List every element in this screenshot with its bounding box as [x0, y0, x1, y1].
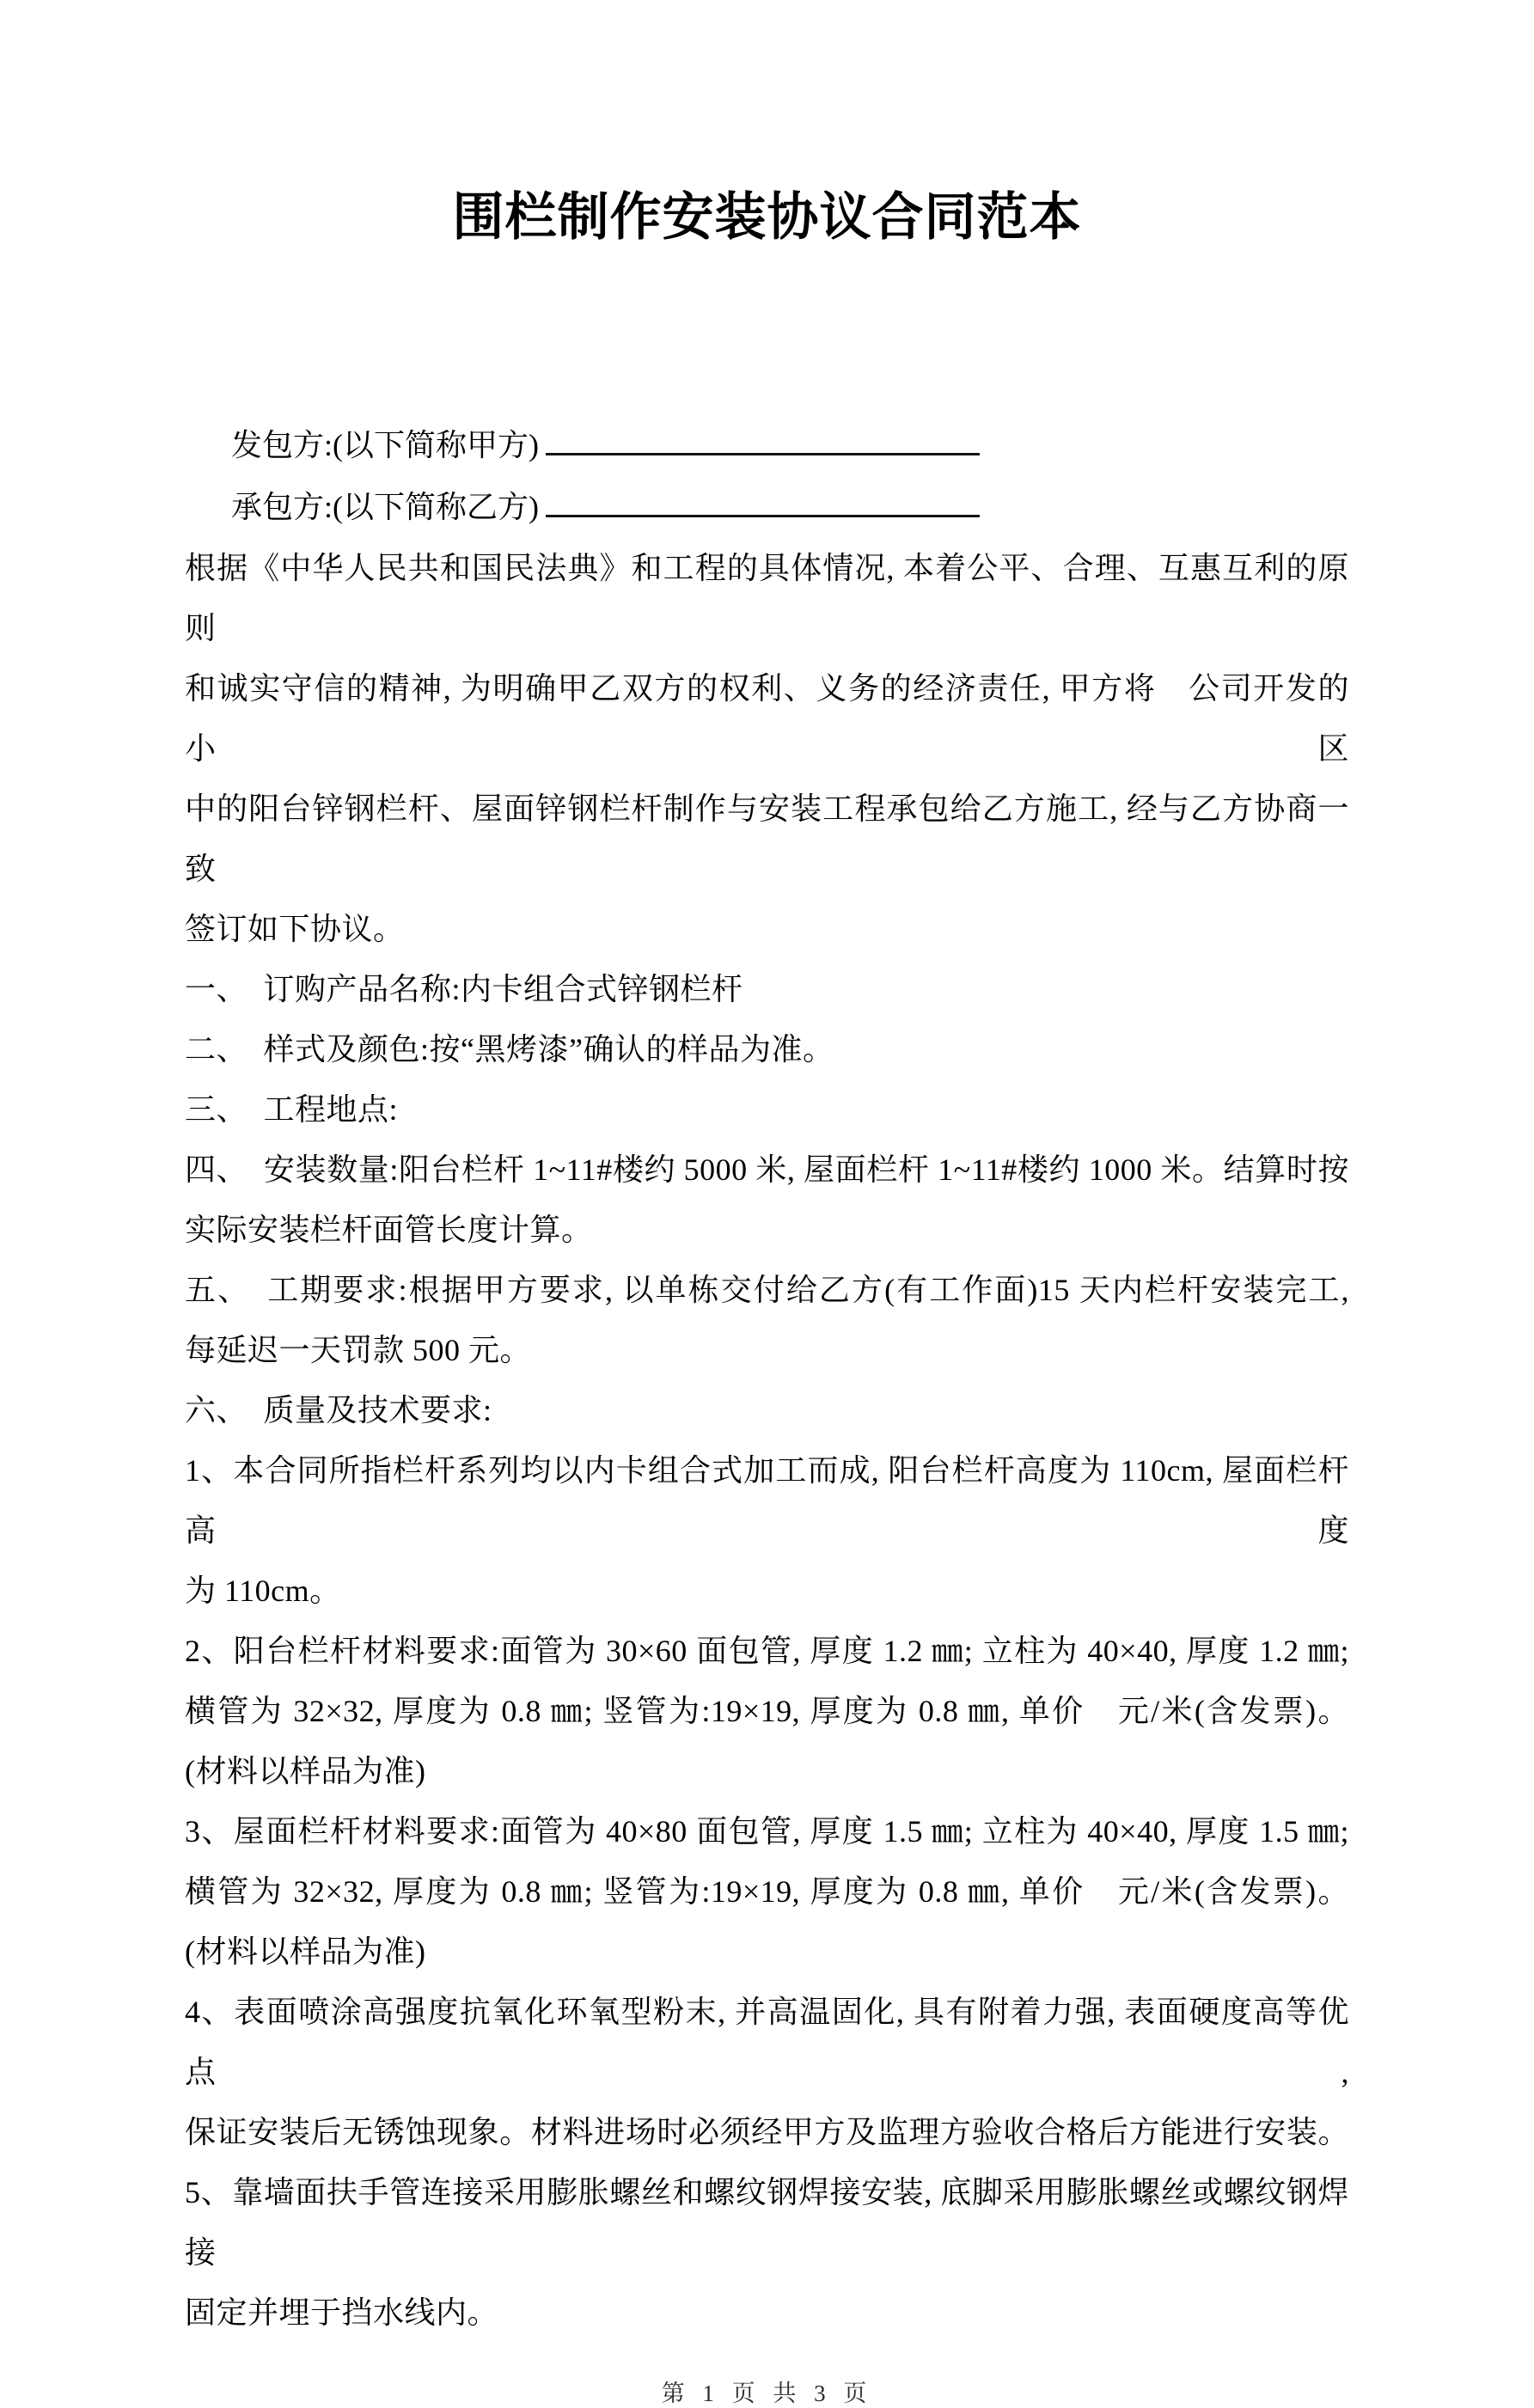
body-line: 5、靠墙面扶手管连接采用膨胀螺丝和螺纹钢焊接安装, 底脚采用膨胀螺丝或螺纹钢焊接	[185, 2175, 1349, 2270]
body-line: (材料以样品为准)	[185, 1934, 426, 1969]
body-line: 横管为 32×32, 厚度为 0.8 ㎜; 竖管为:19×19, 厚度为 0.8 ㎜, 单价 元/米(含发票)。	[185, 1874, 1349, 1909]
body-line: 一、 订购产品名称:内卡组合式锌钢栏杆	[185, 972, 743, 1006]
employer-fill-in-blank	[546, 421, 980, 455]
contract-body	[185, 538, 1381, 2343]
body-line: (材料以样品为准)	[185, 1754, 426, 1788]
contractor-fill-in-blank	[546, 483, 980, 517]
body-line: 签订如下协议。	[185, 912, 405, 946]
page-number-text: 第 1 页 共 3 页	[661, 2380, 873, 2406]
body-line: 四、 安装数量:阳台栏杆 1~11#楼约 5000 米, 屋面栏杆 1~11#楼约 1000 米。结算时按	[185, 1152, 1349, 1187]
body-line: 2、阳台栏杆材料要求:面管为 30×60 面包管, 厚度 1.2 ㎜; 立柱为 40×40, 厚度 1.2 ㎜;	[185, 1634, 1349, 1668]
body-line: 根据《中华人民共和国民法典》和工程的具体情况, 本着公平、合理、互惠互利的原则	[185, 551, 1349, 645]
page-footer	[185, 2379, 1349, 2408]
body-line: 固定并埋于挡水线内。	[185, 2295, 499, 2330]
body-line: 六、 质量及技术要求:	[185, 1393, 492, 1427]
body-line: 为 110cm。	[185, 1574, 341, 1608]
document-title: 围栏制作安装协议合同范本	[452, 189, 1082, 246]
body-line: 实际安装栏杆面管长度计算。	[185, 1213, 593, 1247]
body-line: 五、 工期要求:根据甲方要求, 以单栋交付给乙方(有工作面)15 天内栏杆安装完工,	[185, 1273, 1349, 1307]
parties-section	[185, 352, 1349, 524]
body-line: 1、本合同所指栏杆系列均以内卡组合式加工而成, 阳台栏杆高度为 110cm, 屋面栏杆高度	[185, 1453, 1349, 1548]
body-line: 每延迟一天罚款 500 元。	[185, 1333, 532, 1367]
contractor-label: 承包方:(以下简称乙方)	[231, 490, 539, 524]
body-line: 保证安装后无锈蚀现象。材料进场时必须经甲方及监理方验收合格后方能进行安装。	[185, 2115, 1349, 2149]
body-line: 4、表面喷涂高强度抗氧化环氧型粉末, 并高温固化, 具有附着力强, 表面硬度高等优点,	[185, 1995, 1349, 2089]
employer-label: 发包方:(以下简称甲方)	[231, 428, 539, 462]
body-line: 中的阳台锌钢栏杆、屋面锌钢栏杆制作与安装工程承包给乙方施工, 经与乙方协商一致	[185, 791, 1349, 886]
body-line: 三、 工程地点:	[185, 1092, 399, 1127]
contract-page	[0, 186, 1534, 2406]
body-line: 二、 样式及颜色:按“黑烤漆”确认的样品为准。	[185, 1032, 834, 1066]
party-line-employer	[185, 352, 1349, 462]
body-line: 和诚实守信的精神, 为明确甲乙双方的权利、义务的经济责任, 甲方将 公司开发的 小区	[185, 671, 1381, 766]
body-line: 横管为 32×32, 厚度为 0.8 ㎜; 竖管为:19×19, 厚度为 0.8 ㎜, 单价 元/米(含发票)。	[185, 1694, 1349, 1728]
body-line: 3、屋面栏杆材料要求:面管为 40×80 面包管, 厚度 1.5 ㎜; 立柱为 40×40, 厚度 1.5 ㎜;	[185, 1814, 1349, 1849]
